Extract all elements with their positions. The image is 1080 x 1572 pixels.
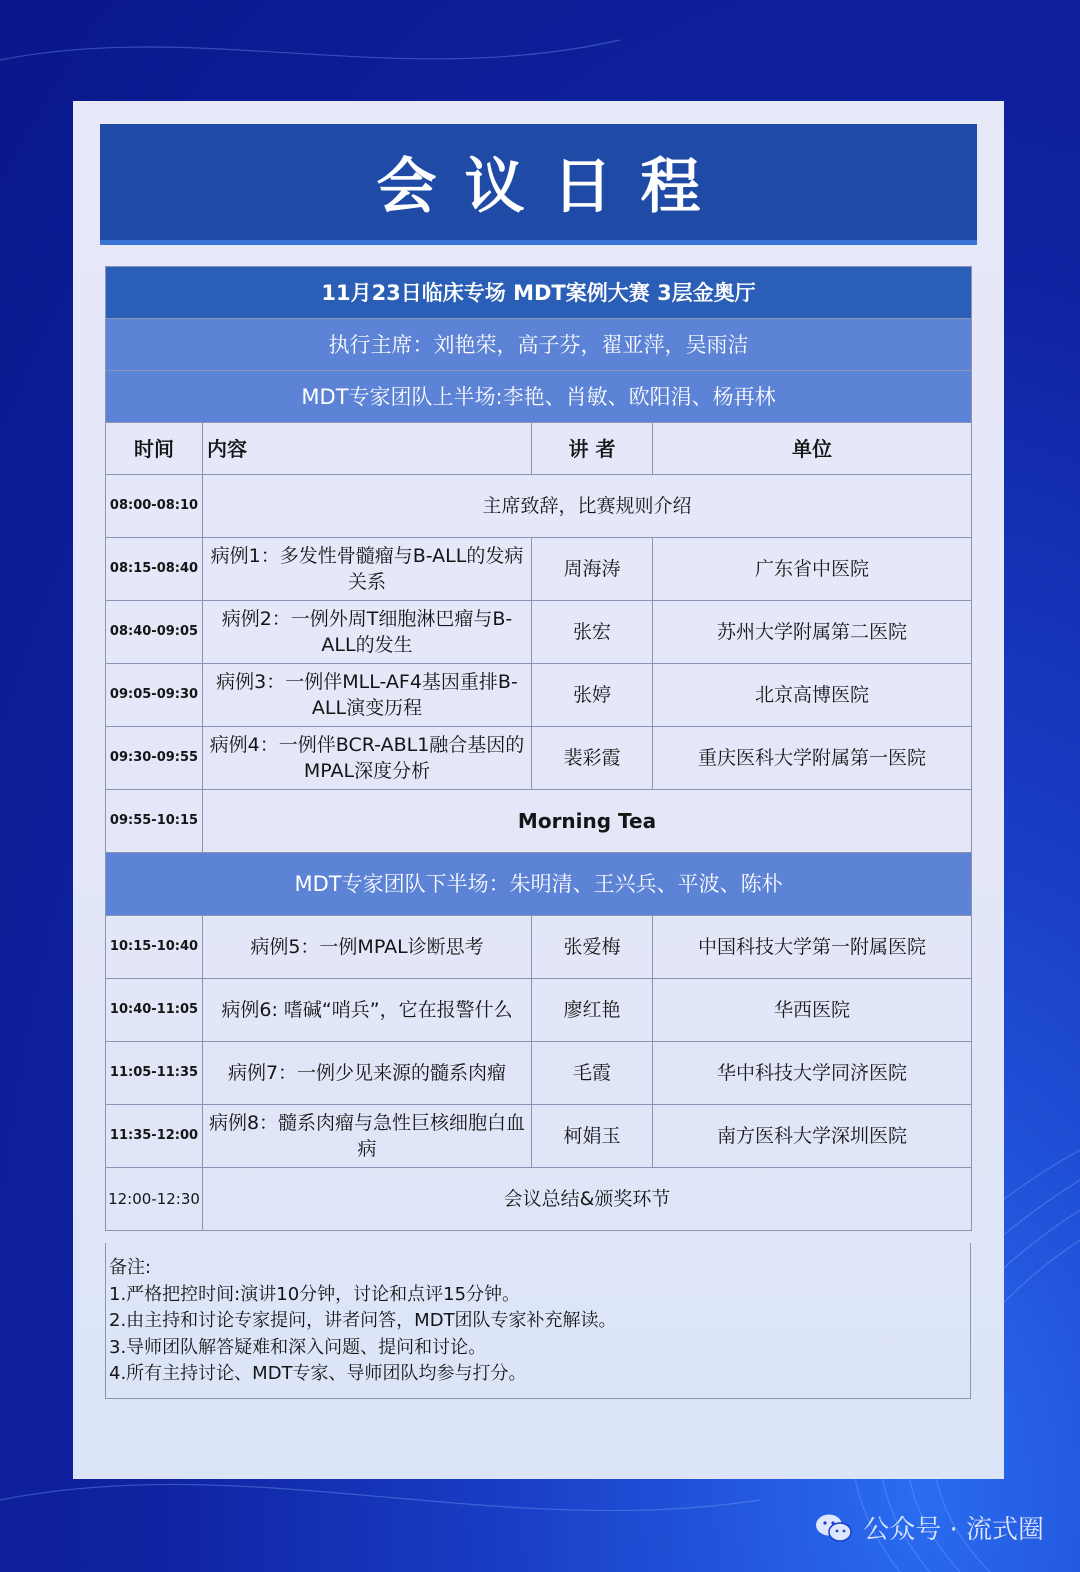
table-row: [106, 916, 972, 979]
content-cell: 病例5：一例MPAL诊断思考: [203, 916, 532, 979]
content-cell: 病例1：多发性骨髓瘤与B-ALL的发病关系: [203, 538, 532, 601]
column-header-speaker: 讲 者: [532, 423, 653, 475]
content-cell: 病例7：一例少见来源的髓系肉瘤: [203, 1042, 532, 1105]
note-item: 1.严格把控时间:演讲10分钟，讨论和点评15分钟。: [109, 1283, 521, 1305]
column-header-content: 内容: [203, 423, 532, 475]
table-row: [106, 727, 972, 790]
speaker-cell: 柯娟玉: [532, 1105, 653, 1168]
content-cell: 病例2：一例外周T细胞淋巴瘤与B-ALL的发生: [203, 601, 532, 664]
column-header-time: 时间: [106, 423, 203, 475]
notes-section: [105, 1243, 971, 1399]
note-item: 2.由主持和讨论专家提问，讲者问答，MDT团队专家补充解读。: [109, 1310, 617, 1331]
watermark-text: 公众号 · 流式圈: [863, 1515, 1044, 1545]
unit-cell: 华西医院: [653, 979, 972, 1042]
column-header-unit: 单位: [653, 423, 972, 475]
table-row: [106, 538, 972, 601]
time-cell: 11:05-11:35: [106, 1042, 203, 1105]
table-row: [106, 664, 972, 727]
time-cell: 10:40-11:05: [106, 979, 203, 1042]
first-half-experts: MDT专家团队上半场:李艳、肖敏、欧阳涓、杨再林: [106, 371, 972, 423]
title-banner: [100, 124, 977, 245]
unit-cell: 苏州大学附属第二医院: [653, 601, 972, 664]
speaker-cell: 裴彩霞: [532, 727, 653, 790]
second-half-experts: MDT专家团队下半场：朱明清、王兴兵、平波、陈朴: [106, 853, 972, 916]
session-header-row: [106, 267, 972, 319]
tea-content: Morning Tea: [203, 790, 972, 853]
content-cell: 病例8：髓系肉瘤与急性巨核细胞白血病: [203, 1105, 532, 1168]
closing-row: [106, 1168, 972, 1231]
chairs-row: [106, 319, 972, 371]
wechat-icon: [815, 1513, 853, 1543]
unit-cell: 华中科技大学同济医院: [653, 1042, 972, 1105]
session-header: 11月23日临床专场 MDT案例大赛 3层金奥厅: [106, 267, 972, 319]
page-title: 会议日程: [376, 152, 729, 222]
time-cell: 11:35-12:00: [106, 1105, 203, 1168]
table-row: [106, 979, 972, 1042]
unit-cell: 中国科技大学第一附属医院: [653, 916, 972, 979]
time-cell: 09:30-09:55: [106, 727, 203, 790]
table-row: [106, 1105, 972, 1168]
content-cell: 病例4：一例伴BCR-ABL1融合基因的MPAL深度分析: [203, 727, 532, 790]
note-item: 3.导师团队解答疑难和深入问题、提问和讨论。: [109, 1336, 487, 1358]
time-cell: 10:15-10:40: [106, 916, 203, 979]
content-cell: 病例3：一例伴MLL-AF4基因重排B-ALL演变历程: [203, 664, 532, 727]
tea-row: [106, 790, 972, 853]
opening-row: [106, 475, 972, 538]
unit-cell: 广东省中医院: [653, 538, 972, 601]
speaker-cell: 廖红艳: [532, 979, 653, 1042]
column-header-row: [106, 423, 972, 475]
speaker-cell: 周海涛: [532, 538, 653, 601]
chairs-text: 执行主席：刘艳荣，高子芬，翟亚萍，吴雨洁: [106, 319, 972, 371]
speaker-cell: 张宏: [532, 601, 653, 664]
table-row: [106, 601, 972, 664]
unit-cell: 南方医科大学深圳医院: [653, 1105, 972, 1168]
time-cell: 12:00-12:30: [106, 1168, 203, 1231]
speaker-cell: 毛霞: [532, 1042, 653, 1105]
time-cell: 08:40-09:05: [106, 601, 203, 664]
time-cell: 09:55-10:15: [106, 790, 203, 853]
unit-cell: 重庆医科大学附属第一医院: [653, 727, 972, 790]
time-cell: 08:00-08:10: [106, 475, 203, 538]
watermark: [815, 1509, 1044, 1546]
note-item: 4.所有主持讨论、MDT专家、导师团队均参与打分。: [109, 1363, 527, 1384]
table-row: [106, 1042, 972, 1105]
agenda-table: [105, 266, 972, 1231]
unit-cell: 北京高博医院: [653, 664, 972, 727]
second-half-row: [106, 853, 972, 916]
notes-heading: 备注:: [109, 1257, 152, 1278]
opening-content: 主席致辞，比赛规则介绍: [203, 475, 972, 538]
speaker-cell: 张爱梅: [532, 916, 653, 979]
content-cell: 病例6: 嗜碱“哨兵”，它在报警什么: [203, 979, 532, 1042]
first-half-row: [106, 371, 972, 423]
speaker-cell: 张婷: [532, 664, 653, 727]
time-cell: 09:05-09:30: [106, 664, 203, 727]
closing-content: 会议总结&颁奖环节: [203, 1168, 972, 1231]
time-cell: 08:15-08:40: [106, 538, 203, 601]
